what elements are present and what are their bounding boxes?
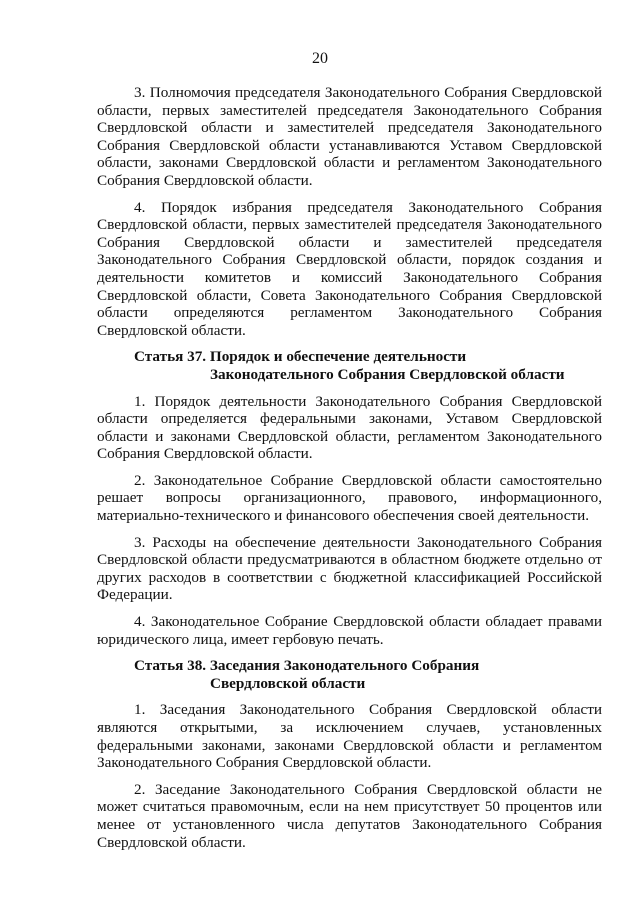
paragraph-art37-2: 2. Законодательное Собрание Свердловской области самостоятельно решает вопросы организационного, правового, информационного, материально-технического и финансового обеспечения своей деятельности. [97, 471, 602, 525]
paragraph-art38-1: 1. Заседания Законодательного Собрания Свердловской области являются открытыми, за исключением случаев, установленных федеральными законами, законами Свердловской области и регламентом Законодательного Собрания Свердловской области. [97, 701, 602, 772]
paragraph-art36-4: 4. Порядок избрания председателя Законодательного Собрания Свердловской области, первых заместителей председателя Законодательного Собрания Свердловской области и заместителей председателя Законодательного Собрания Свердловской области, порядок создания и деятельности комитетов и комиссий Законодательного Собрания Свердловской области, Совета Законодательного Собрания Свердловской области определяются регламентом Законодательного Собрания Свердловской области. [97, 198, 602, 339]
paragraph-art38-2: 2. Заседание Законодательного Собрания Свердловской области не может считаться правомочным, если на нем присутствует 50 процентов или менее от установленного числа депутатов Законодательного Собрания Свердловской области. [97, 780, 602, 851]
article-38-heading [97, 657, 602, 692]
article-37-title-line1: Статья 37. Порядок и обеспечение деятельности [134, 348, 467, 366]
page-number: 20 [312, 50, 328, 67]
article-37-heading [97, 348, 602, 383]
article-38-title-line2: Свердловской области [210, 674, 366, 692]
paragraph-art37-3: 3. Расходы на обеспечение деятельности Законодательного Собрания Свердловской области предусматриваются в областном бюджете отдельно от других расходов в соответствии с бюджетной классификацией Российской Федерации. [97, 533, 602, 604]
paragraph-art37-1: 1. Порядок деятельности Законодательного Собрания Свердловской области определяется федеральными законами, Уставом Свердловской области и законами Свердловской области, регламентом Законодательного Собрания Свердловской области. [97, 392, 602, 463]
article-38-title-line1: Статья 38. Заседания Законодательного Собрания [134, 657, 480, 675]
article-37-title-line2: Законодательного Собрания Свердловской области [210, 365, 565, 383]
page-content [97, 84, 602, 860]
paragraph-art37-4: 4. Законодательное Собрание Свердловской области обладает правами юридического лица, имеет гербовую печать. [97, 613, 602, 648]
paragraph-art36-3: 3. Полномочия председателя Законодательного Собрания Свердловской области, первых заместителей председателя Законодательного Собрания Свердловской области и заместителей председателя Законодательного Собрания Свердловской области устанавливаются Уставом Свердловской области, законами Свердловской области и регламентом Законодательного Собрания Свердловской области. [97, 84, 602, 189]
